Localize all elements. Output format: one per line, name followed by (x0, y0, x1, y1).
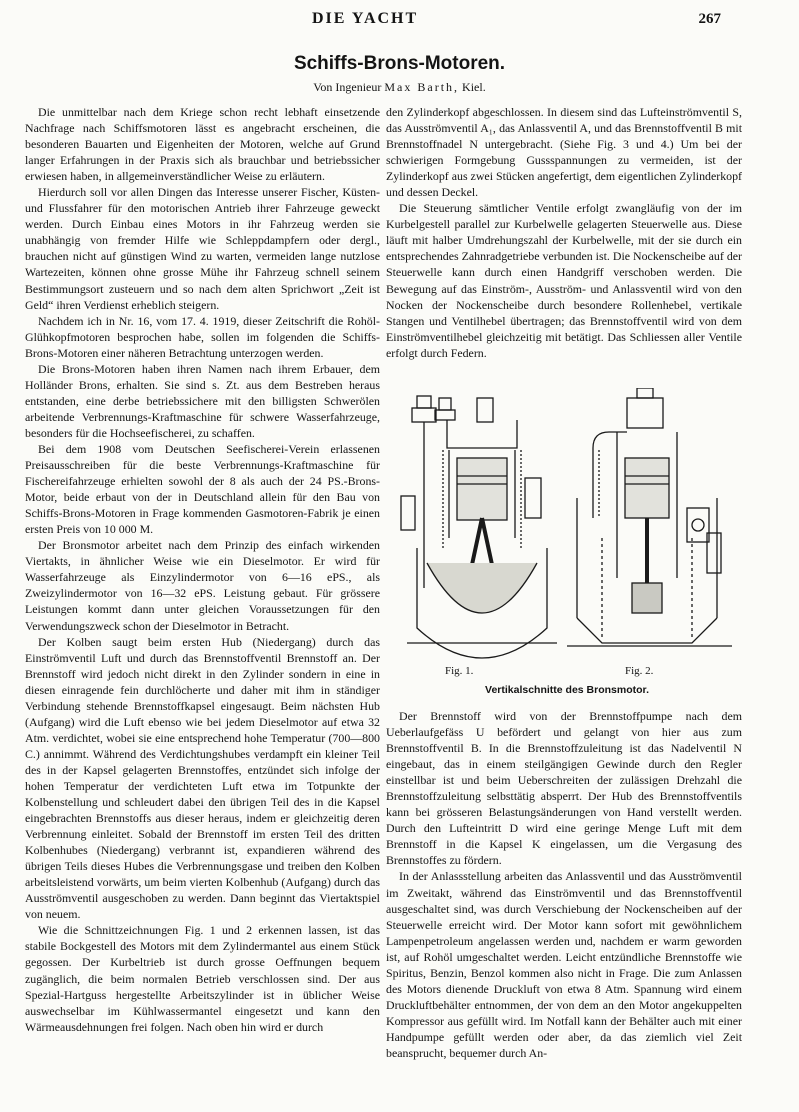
paragraph: Nachdem ich in Nr. 16, vom 17. 4. 1919, dieser Zeitschrift die Rohöl-Glühkopfmotoren besprochen habe, sollen im folgenden die Schiffs-Brons-Motoren einer näheren Betrachtung unterzogen werden. (25, 313, 380, 360)
paragraph: Die Steuerung sämtlicher Ventile erfolgt zwangläufig von der im Kurbelgestell parallel zur Kurbelwelle gelagerten Steuerwelle aus. Diese läuft mit halber Umdrehungszahl der Kurbelwelle, mit der sie durch ein entsprechendes Zahnradgetriebe verbunden ist. Die Nockenscheibe auf der Steuerwelle kann durch einen Handgriff verschoben werden. Die Bewegung auf das Einström-, Ausström- und Anlassventil wird von den Nocken der Nockenscheibe durch besondere Rollenhebel, vertikale Stangen und Ventilhebel übertragen; das Brennstoffventil wird von dem Einströmventilhebel gleichzeitig mit betätigt. Das Schliessen aller Ventile erfolgt durch Federn. (386, 201, 742, 360)
paragraph: Die Brons-Motoren haben ihren Namen nach ihrem Erbauer, dem Holländer Brons, erhalten. Sie sind s. Zt. aus dem Bestreben heraus entstanden, eine derbe betriebssichere mit den billigsten Schwerölen arbeitende Verbrennungs-Kraftmaschine für schwere Wasserfahrzeuge, besonders für die Hochseefischerei, zu schaffen. (25, 361, 380, 440)
byline-place: Kiel. (462, 80, 486, 94)
byline-prefix: Von Ingenieur (313, 80, 382, 94)
paragraph: den Zylinderkopf abgeschlossen. In diesem sind das Lufteinströmventil S, das Ausströmventil A₁, das Anlassventil A, und das Brennstoffventil B mit Brennstoffnadel N untergebracht. (Siehe Fig. 3 und 4.) Um bei der schwierigen Formgebung Gussspannungen zu vermeiden, ist der Zylinderkopf aus zwei Stücken angefertigt, dem eigentlichen Zylinderkopf und dessen Deckel. (386, 105, 742, 200)
byline (0, 80, 799, 95)
paragraph: Wie die Schnittzeichnungen Fig. 1 und 2 erkennen lassen, ist das stabile Bockgestell des Motors mit dem Zylindermantel aus einem Stück gegossen. Der Kurbeltrieb ist durch grosse Oeffnungen bequem zugänglich, die beim normalen Betrieb verschlossen sind. Der aus Spezial-Hartguss hergestellte Arbeitszylinder ist in üblicher Weise auswechselbar im Kühlwassermantel eingesetzt und kann den Wärmeausdehnungen frei folgen. Nach oben hin wird er durch (25, 923, 380, 1034)
paragraph: Bei dem 1908 vom Deutschen Seefischerei-Verein erlassenen Preisausschreiben für die beste Verbrennungs-Kraftmaschine für Fischereifahrzeuge erhielten sowohl der 8 als auch der 24 PS.-Brons-Motor, beide erbaut von der in Deutschland allein für den Bau von Schiffs-Brons-Motoren in Frage kommenden Gasmotoren-Fabrik je einen ersten Preis von 10 000 M. (25, 441, 380, 537)
byline-author: Max Barth, (384, 80, 460, 94)
article-title: Schiffs-Brons-Motoren. (293, 53, 506, 74)
page-number: 267 (698, 11, 721, 27)
figure-label-1: Fig. 1. (445, 665, 474, 677)
right-column-bottom (386, 708, 742, 1061)
figure (387, 388, 747, 698)
figure-caption: Vertikalschnitte des Bronsmotor. (485, 684, 649, 696)
paragraph: Der Kolben saugt beim ersten Hub (Niedergang) durch das Einströmventil Luft und durch das Brennstoffventil Brennstoff an. Der Brennstoff wird jedoch nicht direkt in den Zylinder sondern in eine in diesen einragende fein durchlöcherte und daher mit ihm in ständiger Verbindung stehende Brennstoffkapsel eingesaugt. Beim nächsten Hub (Aufgang) wird die Luft ebenso wie bei jedem Dieselmotor auf etwa 32 Atm. verdichtet, wobei sie eine entsprechend hohe Temperatur (700—800 C.) annimmt. Während des Verdichtungshubes verdampft ein kleiner Teil des in der Kapsel gelagerten Brennstoffes, entzündet sich infolge der hohen Temperatur der verdichteten Luft etwa im Totpunkte der Kolbenstellung und schleudert dabei den übrigen Teil des in die Kapsel eingebrachten Brennstoffs aus dieser heraus, indem er gleichzeitig deren Verbrennung einleitet. Sobald der Brennstoff im ersten Teil des dritten Kolbenhubes (Niedergang) verbrannt ist, expandieren während des übrigen Teils dieses Hubes die Verbrennungsgase und treiben den Kolben arbeitsleistend vorwärts, um beim vierten Kolbenhub (Aufgang) durch das Ausströmventil ausgeschoben zu werden. Dann beginnt das Viertaktspiel von neuem. (25, 634, 380, 922)
fig-1-drawing (401, 396, 557, 658)
running-head (0, 6, 799, 28)
engine-section-drawing (387, 388, 747, 678)
running-title: DIE YACHT (312, 10, 419, 27)
right-column-top (386, 104, 742, 361)
paragraph: In der Anlassstellung arbeiten das Anlassventil und das Ausströmventil im Zweitakt, während das Einströmventil und das Brennstoffventil ausgeschaltet sind, was durch Verschiebung der Nockenscheiben auf der Steuerwelle erreicht wird. Der Motor kann sofort mit gewöhnlichem Lampenpetroleum angelassen werden und, nachdem er warm geworden ist, auf Rohöl umgeschaltet werden. Leicht entzündliche Brennstoffe wie Spiritus, Benzin, Benzol kommen also nicht in Frage. Die zum Anlassen des Motors dienende Druckluft von etwa 8 Atm. Spannung wird einem Druckluftbehälter entnommen, der von dem an den Motor angekuppelten Kompressor aus gefüllt wird. Im Notfall kann der Behälter auch mit einer Handpumpe gefüllt werden oder aber, da das ziemlich viel Zeit beansprucht, bequemer durch An- (386, 869, 742, 1060)
paragraph: Die unmittelbar nach dem Kriege schon recht lebhaft einsetzende Nachfrage nach Schiffsmotoren lässt es angebracht erscheinen, die besonderen Bauarten und Eigenheiten der Motoren, welche auf Grund langer Erfahrungen in der Praxis sich als brauchbar und betriebssicher erwiesen haben, in allgemeinverständlicher Weise zu erläutern. (25, 105, 380, 184)
fig-2-drawing (567, 388, 732, 646)
paragraph: Der Bronsmotor arbeitet nach dem Prinzip des einfach wirkenden Viertakts, in ähnlicher Weise wie ein Dieselmotor. Er wird für Wasserfahrzeuge als Einzylindermotor von 6—16 ePS., als Zweizylindermotor von 16—32 ePS. Leistung gebaut. Für grössere Leistungen kommt dann unter gleichen Voraussetzungen für den Verwendungszweck schon der Dieselmotor in Betracht. (25, 538, 380, 633)
figure-label-2: Fig. 2. (625, 665, 654, 677)
paragraph: Der Brennstoff wird von der Brennstoffpumpe nach dem Ueberlaufgefäss U befördert und gelangt von hier aus zum Brennstoffventil B. In die Brennstoffzuleitung ist das Nadelventil N eingebaut, das in einem steilgängigen Gewinde durch den Regler einstellbar ist und beim Ueberschreiten der zulässigen Drehzahl die Brennstoffzuleitung selbsttätig absperrt. Der Hub des Brennstoffventils kann bei grösseren Belastungsänderungen von Hand verstellt werden. Durch den Lufteintritt D wird eine geringe Menge Luft mit dem Brennstoff in die Kapsel K eingelassen, um die Vergasung des Brennstoffes zu fördern. (386, 709, 742, 868)
left-column (25, 104, 380, 1035)
paragraph: Hierdurch soll vor allen Dingen das Interesse unserer Fischer, Küsten- und Flussfahrer für den motorischen Antrieb ihrer Fahrzeuge geweckt werden. Durch Einbau eines Motors in ihr Fahrzeug werden sie unabhängig von fremder Hilfe wie Schleppdampfern oder dergl., brauchen nicht auf günstigen Wind zu warten, vermeiden lange nutzlose Wartezeiten, können ohne grosse Mühe ihr Fahrzeug schnell seinem Bestimmungsort zusteuern und so nach dem alten Sprichwort „Zeit ist Geld“ ihren Verdienst erheblich steigern. (25, 185, 380, 312)
